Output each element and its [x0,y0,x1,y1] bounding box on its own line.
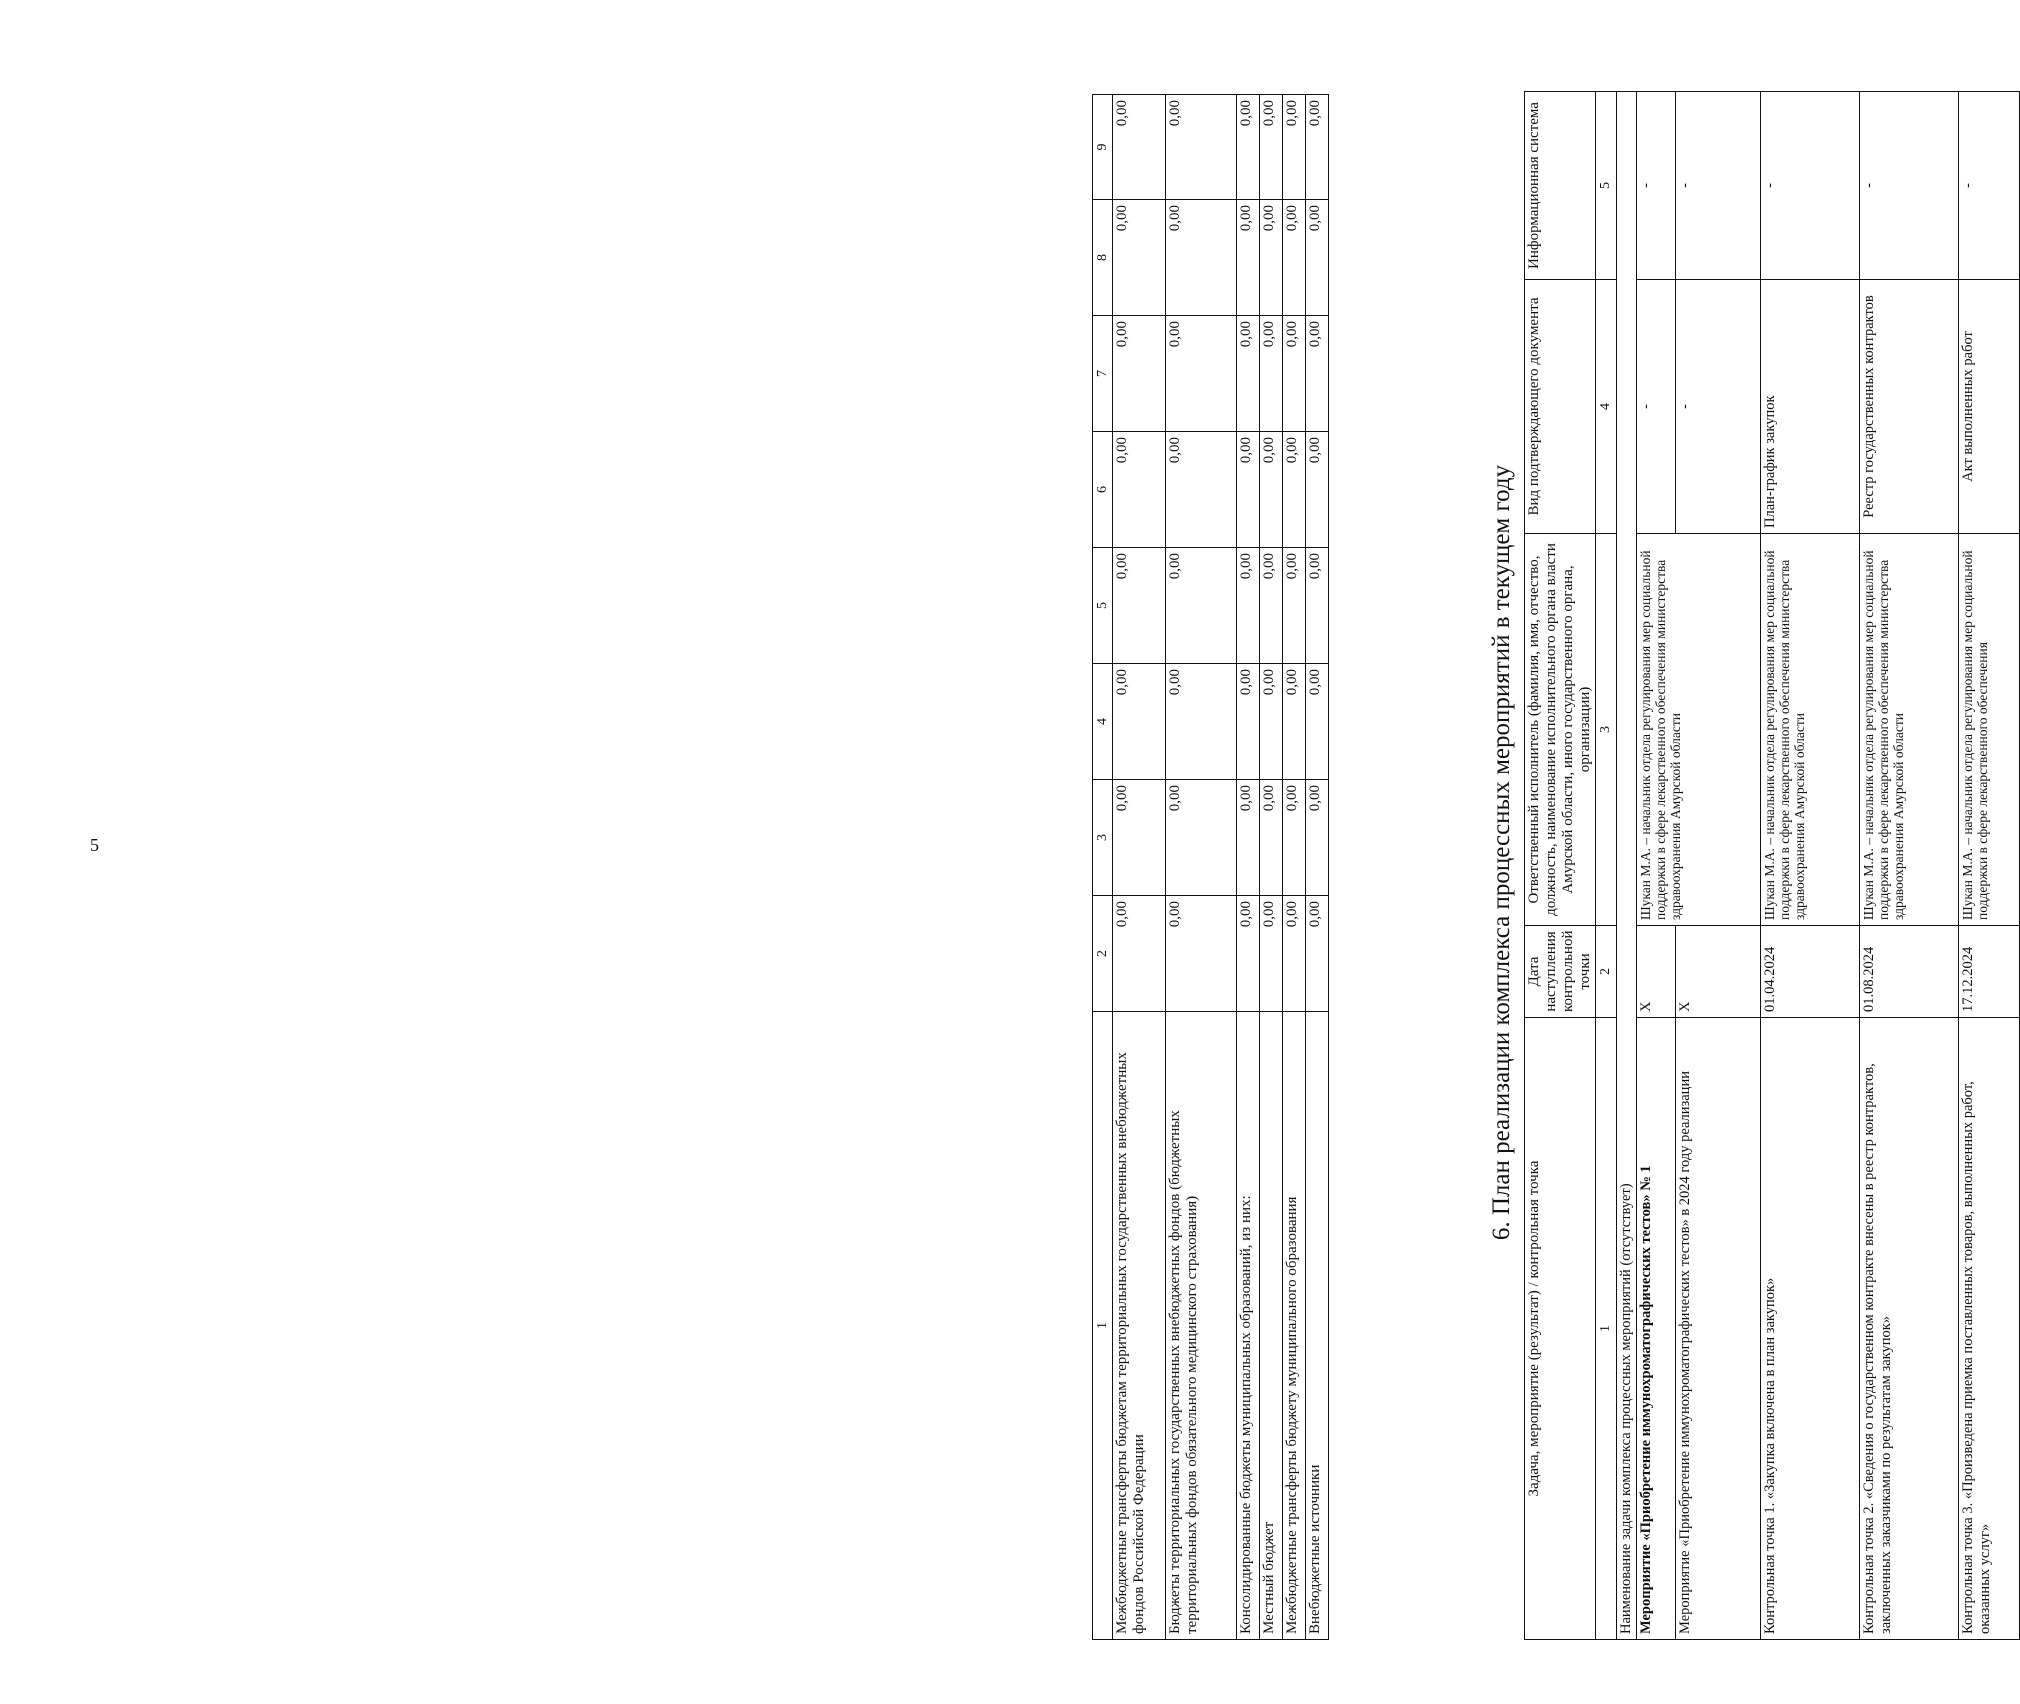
task-row [1617,92,1637,1640]
date-cell: Х [1676,926,1761,1018]
value-cell: 0,00 [1237,664,1260,780]
table-row [1237,95,1260,1640]
value-cell: 0,00 [1283,548,1306,664]
value-cell: 0,00 [1306,200,1329,316]
value-cell: 0,00 [1306,548,1329,664]
value-cell: 0,00 [1113,664,1166,780]
system-cell: - [1761,92,1860,280]
header-date: Дата наступления контрольной точки [1525,926,1596,1018]
value-cell: 0,00 [1237,316,1260,432]
budget-header-cell: 3 [1093,780,1113,896]
section-title: 6. План реализации комплекса процессных мероприятий в текущем году [1488,464,1515,1241]
document-cell: Реестр государственных контрактов [1860,280,1959,534]
column-number: 3 [1596,534,1617,926]
value-cell: 0,00 [1166,432,1237,548]
value-cell: 0,00 [1113,432,1166,548]
table-row [1306,95,1329,1640]
column-number: 1 [1596,1018,1617,1640]
value-cell: 0,00 [1283,95,1306,200]
table-row [1113,95,1166,1640]
value-cell: 0,00 [1166,316,1237,432]
table-row [1260,95,1283,1640]
value-cell: 0,00 [1306,95,1329,200]
value-cell: 0,00 [1283,432,1306,548]
value-cell: 0,00 [1260,432,1283,548]
responsible-cell: Шукан М.А. – начальник отдела регулирования мер социальной поддержки в сфере лекарственного обеспечения министерства здравоохранения Амурской области [1860,534,1959,926]
rotated-page-content [1092,65,1993,1640]
document-cell: - [1676,280,1761,534]
value-cell: 0,00 [1113,200,1166,316]
value-cell: 0,00 [1283,896,1306,1012]
budget-header-cell: 4 [1093,664,1113,780]
document-cell: Акт выполненных работ [1959,280,2020,534]
column-number-row [1596,92,1617,1640]
responsible-cell: Шукан М.А. – начальник отдела регулирования мер социальной поддержки в сфере лекарственного обеспечения [1959,534,2020,926]
value-cell: 0,00 [1113,780,1166,896]
budget-header-cell: 8 [1093,200,1113,316]
value-cell: 0,00 [1260,548,1283,664]
value-cell: 0,00 [1283,780,1306,896]
table-row [1860,92,1959,1640]
value-cell: 0,00 [1166,95,1237,200]
plan-table [1524,91,2020,1640]
value-cell: 0,00 [1283,200,1306,316]
task-name: Наименование задачи комплекса процессных мероприятий (отсутствует) [1617,92,1637,1640]
value-cell: 0,00 [1260,896,1283,1012]
value-cell: 0,00 [1260,316,1283,432]
table-row [1761,92,1860,1640]
value-cell: 0,00 [1237,548,1260,664]
value-cell: 0,00 [1306,780,1329,896]
responsible-cell: Шукан М.А. – начальник отдела регулирования мер социальной поддержки в сфере лекарственного обеспечения министерства здравоохранения Амурской области [1637,534,1761,926]
value-cell: 0,00 [1113,95,1166,200]
budget-header-cell: 1 [1093,1012,1113,1640]
document-cell: План-график закупок [1761,280,1860,534]
event-name: Мероприятие «Приобретение иммунохроматографических тестов» в 2024 году реализации [1676,1018,1761,1640]
document-cell: - [1637,280,1676,534]
column-number: 4 [1596,280,1617,534]
value-cell: 0,00 [1306,896,1329,1012]
value-cell: 0,00 [1260,95,1283,200]
value-cell: 0,00 [1166,548,1237,664]
system-cell: - [1676,92,1761,280]
value-cell: 0,00 [1260,200,1283,316]
table-row [1959,92,2020,1640]
table-row [1166,95,1237,1640]
responsible-cell: Шукан М.А. – начальник отдела регулирования мер социальной поддержки в сфере лекарственного обеспечения министерства здравоохранения Амурской области [1761,534,1860,926]
value-cell: 0,00 [1113,896,1166,1012]
system-cell: - [1959,92,2020,280]
row-label: Консолидированные бюджеты муниципальных образований, из них: [1237,1012,1260,1640]
value-cell: 0,00 [1237,896,1260,1012]
value-cell: 0,00 [1237,95,1260,200]
column-number: 2 [1596,926,1617,1018]
value-cell: 0,00 [1306,432,1329,548]
value-cell: 0,00 [1113,316,1166,432]
row-label: Межбюджетные трансферты бюджетам территориальных государственных внебюджетных фондов Российской Федерации [1113,1012,1166,1640]
date-cell: 01.04.2024 [1761,926,1860,1018]
event-name: Мероприятие «Приобретение иммунохроматографических тестов» № 1 [1637,1018,1676,1640]
plan-header-row [1525,92,1596,1640]
value-cell: 0,00 [1306,316,1329,432]
value-cell: 0,00 [1237,432,1260,548]
date-cell: Х [1637,926,1676,1018]
value-cell: 0,00 [1166,896,1237,1012]
system-cell: - [1637,92,1676,280]
page-number: 5 [90,835,99,855]
value-cell: 0,00 [1283,664,1306,780]
value-cell: 0,00 [1260,664,1283,780]
date-cell: 01.08.2024 [1860,926,1959,1018]
row-label: Внебюджетные источники [1306,1012,1329,1640]
value-cell: 0,00 [1113,548,1166,664]
table-row [1637,92,1676,1640]
checkpoint-name: Контрольная точка 1. «Закупка включена в план закупок» [1761,1018,1860,1640]
header-system: Информационная система [1525,92,1596,280]
system-cell: - [1860,92,1959,280]
budget-header-cell: 2 [1093,896,1113,1012]
row-label: Местный бюджет [1260,1012,1283,1640]
budget-header-cell: 6 [1093,432,1113,548]
checkpoint-name: Контрольная точка 2. «Сведения о государственном контракте внесены в реестр контрактов, заключенных заказчиками по результатам закупок» [1860,1018,1959,1640]
budget-table [1092,94,1329,1640]
column-number: 5 [1596,92,1617,280]
value-cell: 0,00 [1260,780,1283,896]
header-task: Задача, мероприятие (результат) / контрольная точка [1525,1018,1596,1640]
value-cell: 0,00 [1283,316,1306,432]
table-row [1283,95,1306,1640]
value-cell: 0,00 [1166,664,1237,780]
value-cell: 0,00 [1237,200,1260,316]
date-cell: 17.12.2024 [1959,926,2020,1018]
budget-header-cell: 5 [1093,548,1113,664]
value-cell: 0,00 [1237,780,1260,896]
row-label: Бюджеты территориальных государственных внебюджетных фондов (бюджетных территориальных фондов обязательного медицинского страхования) [1166,1012,1237,1640]
header-document: Вид подтверждающего документа [1525,280,1596,534]
value-cell: 0,00 [1166,780,1237,896]
header-responsible: Ответственный исполнитель (фамилия, имя, отчество, должность, наименование исполнительного органа власти Амурской области, иного государственного органа, организации) [1525,534,1596,926]
checkpoint-name: Контрольная точка 3. «Произведена приемка поставленных товаров, выполненных работ, оказанных услуг» [1959,1018,2020,1640]
value-cell: 0,00 [1306,664,1329,780]
value-cell: 0,00 [1166,200,1237,316]
budget-header-cell: 9 [1093,95,1113,200]
budget-header-cell: 7 [1093,316,1113,432]
row-label: Межбюджетные трансферты бюджету муниципального образования [1283,1012,1306,1640]
budget-header-row [1093,95,1113,1640]
